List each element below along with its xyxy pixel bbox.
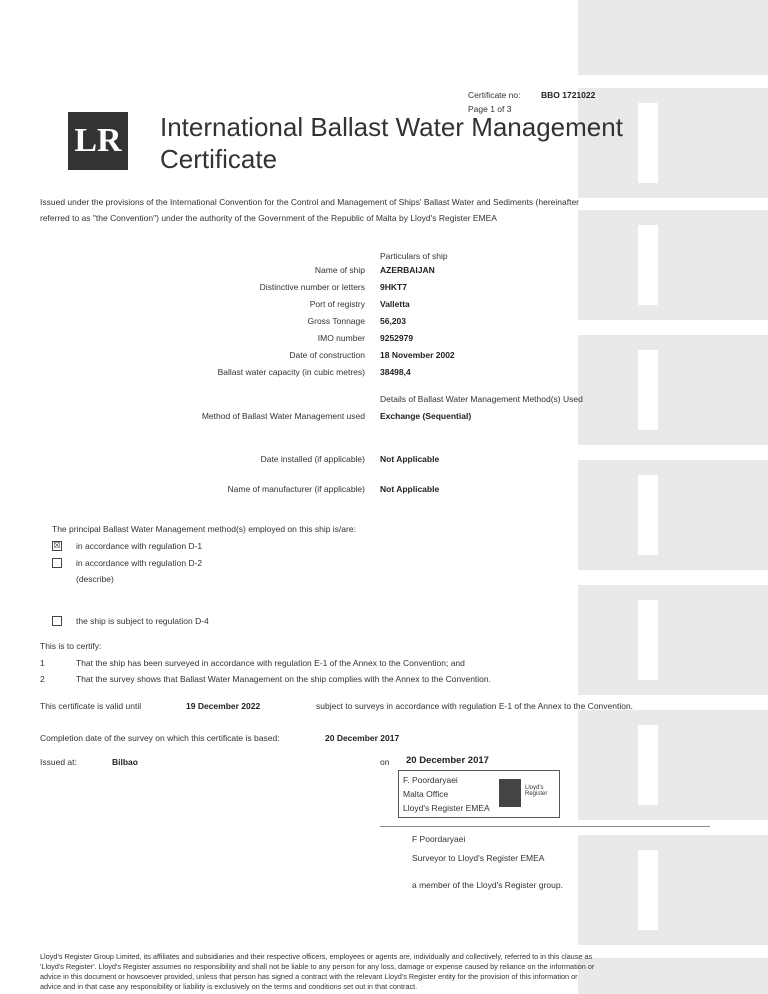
validity-suffix: subject to surveys in accordance with regulation E-1 of the Annex to the Convention. — [316, 701, 634, 711]
title-line1: International Ballast Water Management — [160, 112, 623, 142]
particular-value: 38498,4 — [380, 367, 411, 377]
certify-item: That the survey shows that Ballast Water Management on the ship complies with the Annex to the Convention. — [76, 674, 491, 684]
option-d1-label: in accordance with regulation D-1 — [76, 541, 203, 551]
method-heading: Details of Ballast Water Management Method(s) Used — [380, 394, 583, 404]
certificate-number: BBO 1721022 — [541, 90, 596, 100]
particular-label: IMO number — [317, 333, 365, 343]
checkbox-d1[interactable]: ☒ — [53, 541, 61, 550]
issued-date: 20 December 2017 — [406, 755, 489, 766]
footer-line: advice and in that case any responsibility or liability is exclusively on the terms and conditions set out in that contract. — [40, 982, 418, 991]
signatory-name: F Poordaryaei — [412, 834, 466, 844]
completion-date: 20 December 2017 — [325, 733, 400, 743]
intro-line2: referred to as "the Convention") under the authority of the Government of the Republic of Malta by Lloyd's Register EMEA — [40, 213, 497, 223]
validity-label: This certificate is valid until — [40, 701, 142, 711]
completion-label: Completion date of the survey on which this certificate is based: — [40, 733, 280, 743]
manufacturer-label: Name of manufacturer (if applicable) — [227, 484, 365, 494]
particular-label: Distinctive number or letters — [259, 282, 365, 292]
certify-num: 1 — [40, 658, 45, 668]
checkbox-d4[interactable] — [52, 616, 62, 626]
particulars-heading: Particulars of ship — [380, 251, 448, 261]
stamp-line3: Lloyd's Register EMEA — [403, 803, 490, 813]
footer-line: 'Lloyd's Register'. Lloyd's Register assumes no responsibility and shall not be liable to any person for any loss, damage or expense caused by reliance on the information or — [40, 962, 595, 971]
method-label: Method of Ballast Water Management used — [201, 411, 365, 421]
validity-date: 19 December 2022 — [186, 701, 261, 711]
particular-value: 9HKT7 — [380, 282, 407, 292]
stamp — [398, 770, 560, 818]
install-date-label: Date installed (if applicable) — [260, 454, 365, 464]
page-number: Page 1 of 3 — [468, 104, 512, 114]
lr-logo: LR — [68, 112, 128, 170]
particular-label: Date of construction — [289, 350, 365, 360]
issued-on: on — [380, 757, 390, 767]
certify-num: 2 — [40, 674, 45, 684]
issued-label: Issued at: — [40, 757, 77, 767]
issued-place: Bilbao — [112, 757, 138, 767]
certify-item: That the ship has been surveyed in accordance with regulation E-1 of the Annex to the Convention; and — [76, 658, 465, 668]
certificate-number-label: Certificate no: — [468, 90, 521, 100]
footer-disclaimer — [40, 952, 594, 992]
particular-value: Valletta — [380, 299, 410, 309]
footer-line: advice in this document or howsoever provided, unless that person has signed a contract with the relevant Lloyd's Register entity for the provision of this information or — [40, 972, 578, 981]
checkbox-d2[interactable] — [52, 558, 62, 568]
describe-label: (describe) — [76, 574, 114, 584]
install-date-value: Not Applicable — [380, 454, 440, 464]
stamp-brand: Lloyd's Register — [525, 785, 548, 797]
particular-label: Gross Tonnage — [307, 316, 365, 326]
particular-label: Ballast water capacity (in cubic metres) — [217, 367, 365, 377]
signatory-role: Surveyor to Lloyd's Register EMEA — [412, 853, 545, 863]
manufacturer-value: Not Applicable — [380, 484, 440, 494]
particular-label: Name of ship — [314, 265, 365, 275]
particular-value: 56,203 — [380, 316, 406, 326]
signature-line — [380, 826, 710, 827]
particular-label: Port of registry — [309, 299, 365, 309]
intro-line1: Issued under the provisions of the International Convention for the Control and Management of Ships' Ballast Water and Sediments (hereinafter — [40, 197, 580, 207]
footer-line: Lloyd's Register Group Limited, its affiliates and subsidiaries and their respective officers, employees or agents are, individually and collectively, referred to in this clause as — [40, 952, 593, 961]
certify-heading: This is to certify: — [40, 641, 102, 651]
stamp-lr-logo — [499, 779, 521, 807]
option-d2-label: in accordance with regulation D-2 — [76, 558, 203, 568]
option-d4-label: the ship is subject to regulation D-4 — [76, 616, 209, 626]
principal-method-text: The principal Ballast Water Management method(s) employed on this ship is/are: — [52, 524, 356, 534]
stamp-line1: F. Poordaryaei — [403, 775, 458, 785]
stamp-line2: Malta Office — [403, 789, 449, 799]
signatory-member: a member of the Lloyd's Register group. — [412, 880, 563, 890]
particular-value: AZERBAIJAN — [380, 265, 435, 275]
particular-value: 18 November 2002 — [380, 350, 455, 360]
title-line2: Certificate — [160, 144, 278, 174]
method-value: Exchange (Sequential) — [380, 411, 472, 421]
particular-value: 9252979 — [380, 333, 414, 343]
